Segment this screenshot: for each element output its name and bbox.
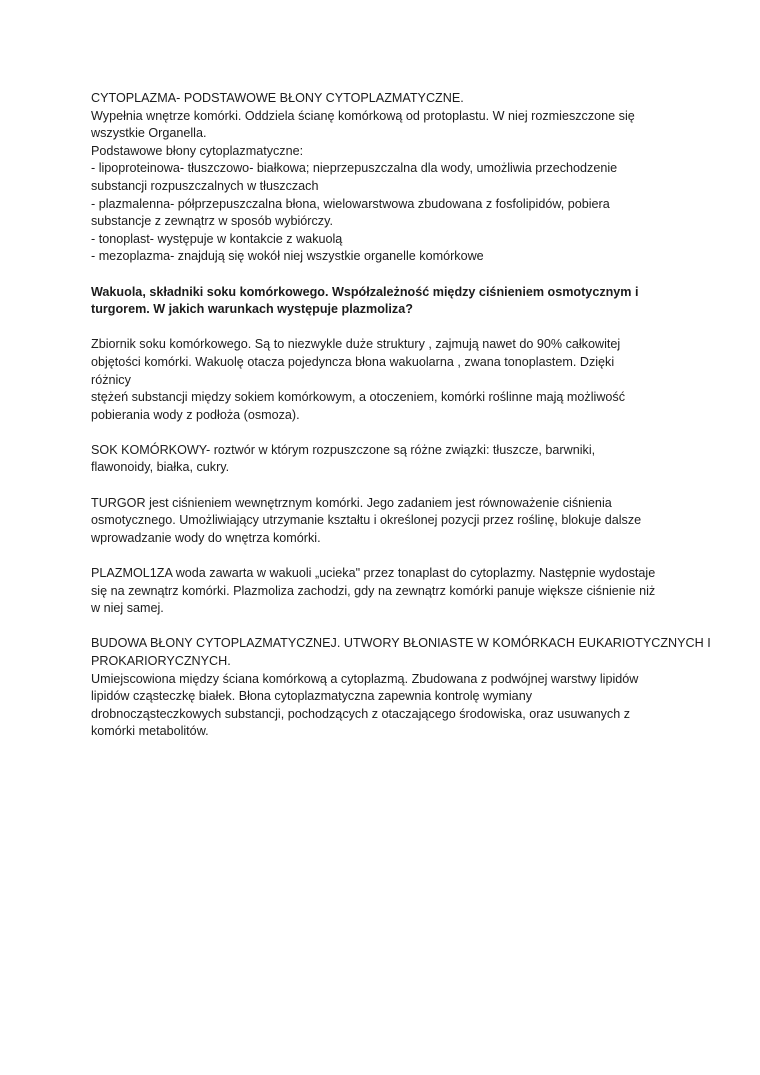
paragraph-spacer	[91, 266, 673, 284]
paragraph-turgor	[91, 495, 673, 548]
paragraph-plasmolysis	[91, 565, 673, 618]
heading-line: PROKARIORYCZNYCH.	[91, 654, 231, 668]
text-line: stężeń substancji między sokiem komórkowym, a otoczeniem, komórki roślinne mają możliwość	[91, 390, 626, 405]
question-heading	[91, 284, 673, 319]
text-line: komórki metabolitów.	[91, 724, 209, 739]
section-title: CYTOPLAZMA- PODSTAWOWE BŁONY CYTOPLAZMATYCZNE.	[91, 91, 464, 105]
list-item: - lipoproteinowa- tłuszczowo- białkowa; nieprzepuszczalna dla wody, umożliwia przechodzenie	[91, 161, 618, 176]
question-line: turgorem. W jakich warunkach występuje plazmoliza?	[91, 302, 413, 317]
text-line: Wypełnia wnętrze komórki. Oddziela ścianę komórkową od protoplastu. W niej rozmieszczone się	[91, 108, 635, 123]
paragraph-spacer	[91, 477, 673, 495]
list-item: - plazmalenna- półprzepuszczalna błona, wielowarstwowa zbudowana z fosfolipidów, pobiera	[91, 196, 610, 211]
list-item-continuation: substancje z zewnątrz w sposób wybiórczy.	[91, 214, 333, 229]
text-line: Umiejscowiona między ściana komórkową a cytoplazmą. Zbudowana z podwójnej warstwy lipidów	[91, 671, 639, 686]
list-item: - tonoplast- występuje w kontakcie z wakuolą	[91, 231, 343, 246]
question-line: Wakuola, składniki soku komórkowego. Współzależność między ciśnieniem osmotycznym i	[91, 284, 639, 299]
paragraph-cell-sap	[91, 442, 673, 477]
text-line: PLAZMOL1ZA woda zawarta w wakuoli „ucieka" przez tonaplast do cytoplazmy. Następnie wydostaje	[91, 566, 656, 581]
list-item: - mezoplazma- znajdują się wokół niej wszystkie organelle komórkowe	[91, 249, 484, 264]
text-line: wprowadzanie wody do wnętrza komórki.	[91, 530, 321, 545]
paragraph-spacer	[91, 319, 673, 337]
text-line: flawonoidy, białka, cukry.	[91, 460, 230, 475]
text-line: w niej samej.	[91, 601, 164, 616]
text-line: wszystkie Organella.	[91, 126, 207, 141]
text-line: lipidów cząsteczkę białek. Błona cytoplazmatyczna zapewnia kontrolę wymiany	[91, 689, 532, 704]
text-line: się na zewnątrz komórki. Plazmoliza zachodzi, gdy na zewnątrz komórki panuje większe ciśnienie niż	[91, 583, 656, 598]
text-line: osmotycznego. Umożliwiający utrzymanie kształtu i określonej pozycji przez roślinę, blokuje dalsze	[91, 513, 642, 528]
text-line: pobierania wody z podłoża (osmoza).	[91, 407, 300, 422]
paragraph-membrane-structure	[91, 635, 711, 741]
paragraph-spacer	[91, 424, 673, 442]
text-line: objętości komórki. Wakuolę otacza pojedyncza błona wakuolarna , zwana tonoplastem. Dzięki	[91, 354, 615, 369]
text-line: Zbiornik soku komórkowego. Są to niezwykle duże struktury , zajmują nawet do 90% całkowitej	[91, 337, 621, 352]
paragraph-vacuole	[91, 336, 673, 424]
document-page	[91, 90, 711, 741]
text-line: TURGOR jest ciśnieniem wewnętrznym komórki. Jego zadaniem jest równoważenie ciśnienia	[91, 495, 612, 510]
text-line: SOK KOMÓRKOWY- roztwór w którym rozpuszczone są różne związki: tłuszcze, barwniki,	[91, 442, 596, 457]
text-line: różnicy	[91, 372, 131, 387]
heading-line: BUDOWA BŁONY CYTOPLAZMATYCZNEJ. UTWORY BŁONIASTE W KOMÓRKACH EUKARIOTYCZNYCH I	[91, 636, 711, 651]
paragraph-spacer	[91, 547, 673, 565]
list-item-continuation: substancji rozpuszczalnych w tłuszczach	[91, 178, 319, 193]
text-line: drobnocząsteczkowych substancji, pochodzących z otaczającego środowiska, oraz usuwanych z	[91, 706, 631, 721]
text-line: Podstawowe błony cytoplazmatyczne:	[91, 143, 304, 158]
section-cytoplasm	[91, 90, 673, 266]
paragraph-spacer	[91, 618, 673, 636]
